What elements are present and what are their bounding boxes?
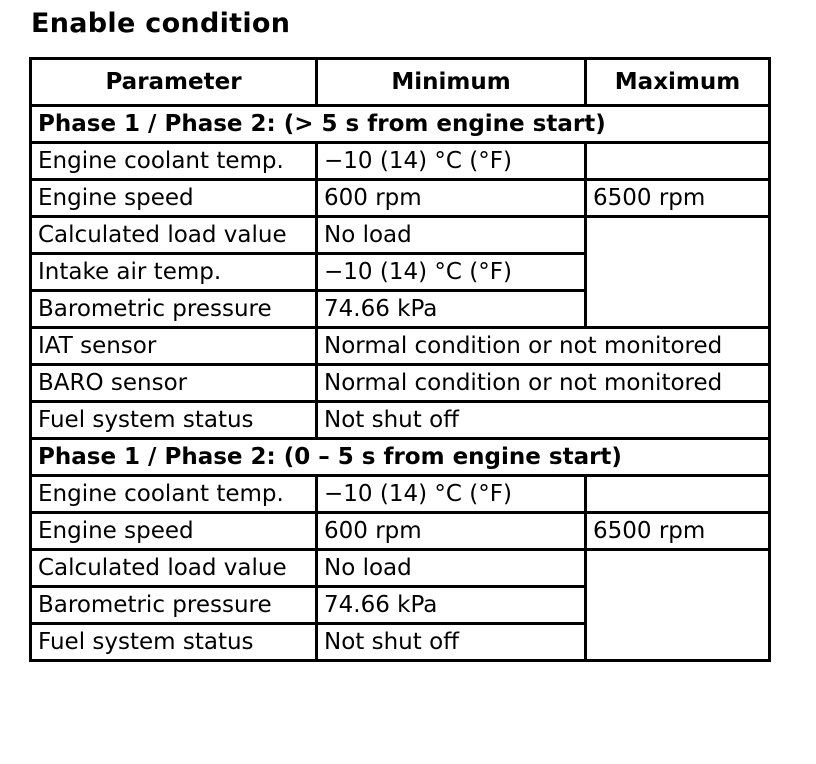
minimum-cell: −10 (14) °C (°F) [317,254,586,291]
table-row [31,476,770,513]
table-row [31,180,770,217]
minimum-cell: 74.66 kPa [317,291,586,328]
parameter-cell: BARO sensor [31,365,317,402]
table-row [31,550,770,587]
table-row [31,328,770,365]
parameter-cell: Calculated load value [31,550,317,587]
parameter-cell: Engine speed [31,180,317,217]
header-maximum: Maximum [586,59,770,106]
parameter-cell: Engine coolant temp. [31,476,317,513]
minimum-cell: No load [317,217,586,254]
table-row [31,143,770,180]
parameter-cell: Fuel system status [31,402,317,439]
header-parameter: Parameter [31,59,317,106]
parameter-cell: Intake air temp. [31,254,317,291]
phase-row [31,439,770,476]
parameter-cell: Calculated load value [31,217,317,254]
maximum-cell: 6500 rpm [586,513,770,550]
enable-condition-table [29,57,771,662]
maximum-cell [586,476,770,513]
page-title: Enable condition [31,8,291,39]
parameter-cell: Barometric pressure [31,291,317,328]
maximum-cell [586,217,770,328]
value-cell: Normal condition or not monitored [317,328,770,365]
minimum-cell: 74.66 kPa [317,587,586,624]
minimum-cell: 600 rpm [317,180,586,217]
minimum-cell: 600 rpm [317,513,586,550]
table-row [31,365,770,402]
table-row [31,402,770,439]
header-minimum: Minimum [317,59,586,106]
phase-2-label: Phase 1 / Phase 2: (0 – 5 s from engine start) [31,439,770,476]
minimum-cell: No load [317,550,586,587]
minimum-cell: −10 (14) °C (°F) [317,143,586,180]
phase-1-label: Phase 1 / Phase 2: (> 5 s from engine start) [31,106,770,143]
parameter-cell: Engine coolant temp. [31,143,317,180]
table-row [31,217,770,254]
parameter-cell: Engine speed [31,513,317,550]
header-row [31,59,770,106]
parameter-cell: IAT sensor [31,328,317,365]
phase-row [31,106,770,143]
maximum-cell: 6500 rpm [586,180,770,217]
maximum-cell [586,550,770,661]
parameter-cell: Barometric pressure [31,587,317,624]
minimum-cell: −10 (14) °C (°F) [317,476,586,513]
parameter-cell: Fuel system status [31,624,317,661]
table-row [31,513,770,550]
value-cell: Normal condition or not monitored [317,365,770,402]
maximum-cell [586,143,770,180]
value-cell: Not shut off [317,402,770,439]
minimum-cell: Not shut off [317,624,586,661]
